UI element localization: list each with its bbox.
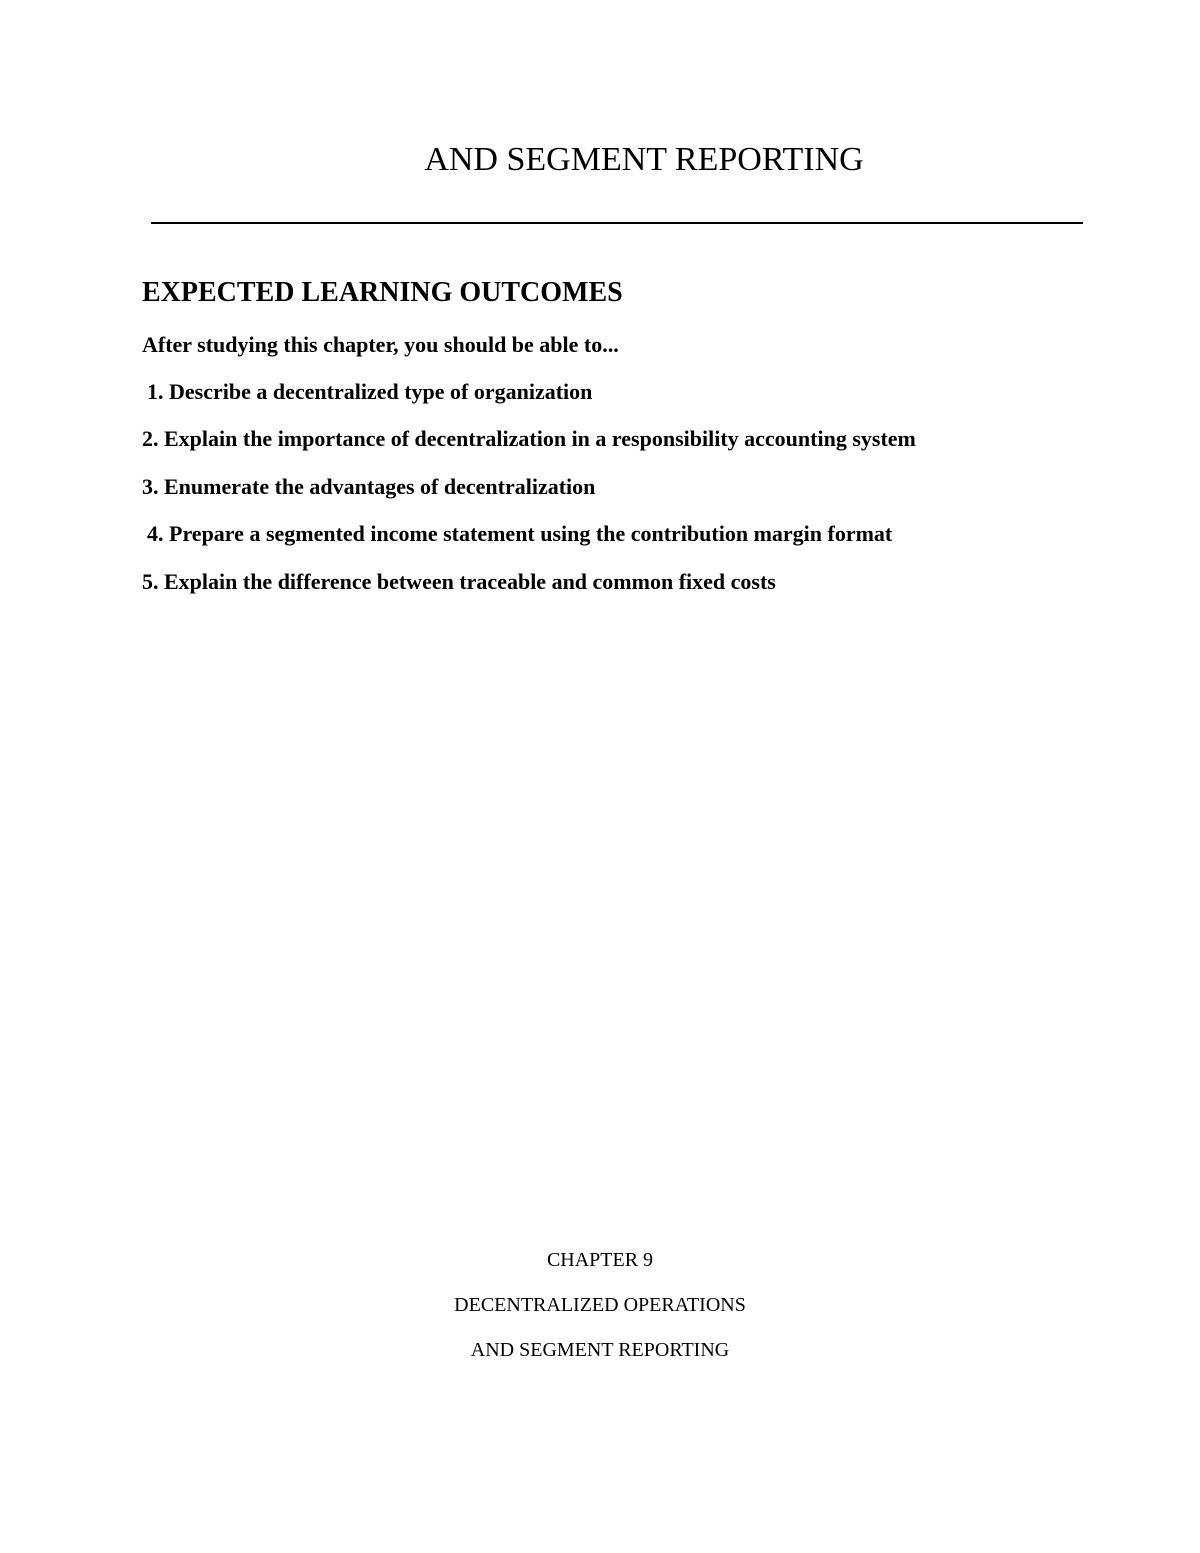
chapter-title-line-2: AND SEGMENT REPORTING	[470, 1339, 730, 1361]
chapter-title-line-1: DECENTRALIZED OPERATIONS	[454, 1294, 746, 1316]
outcome-item-3: 3. Enumerate the advantages of decentralization	[142, 474, 596, 499]
outcome-item-4: 4. Prepare a segmented income statement using the contribution margin format	[147, 521, 893, 546]
outcome-item-5: 5. Explain the difference between traceable and common fixed costs	[142, 569, 776, 594]
intro-text: After studying this chapter, you should be able to...	[142, 332, 619, 357]
header-divider	[151, 222, 1083, 224]
chapter-number: CHAPTER 9	[546, 1249, 654, 1271]
outcome-item-1: 1. Describe a decentralized type of organization	[147, 379, 593, 404]
page-header-title: AND SEGMENT REPORTING	[424, 141, 864, 178]
section-heading: EXPECTED LEARNING OUTCOMES	[142, 277, 623, 308]
outcome-item-2: 2. Explain the importance of decentralization in a responsibility accounting system	[142, 426, 916, 451]
